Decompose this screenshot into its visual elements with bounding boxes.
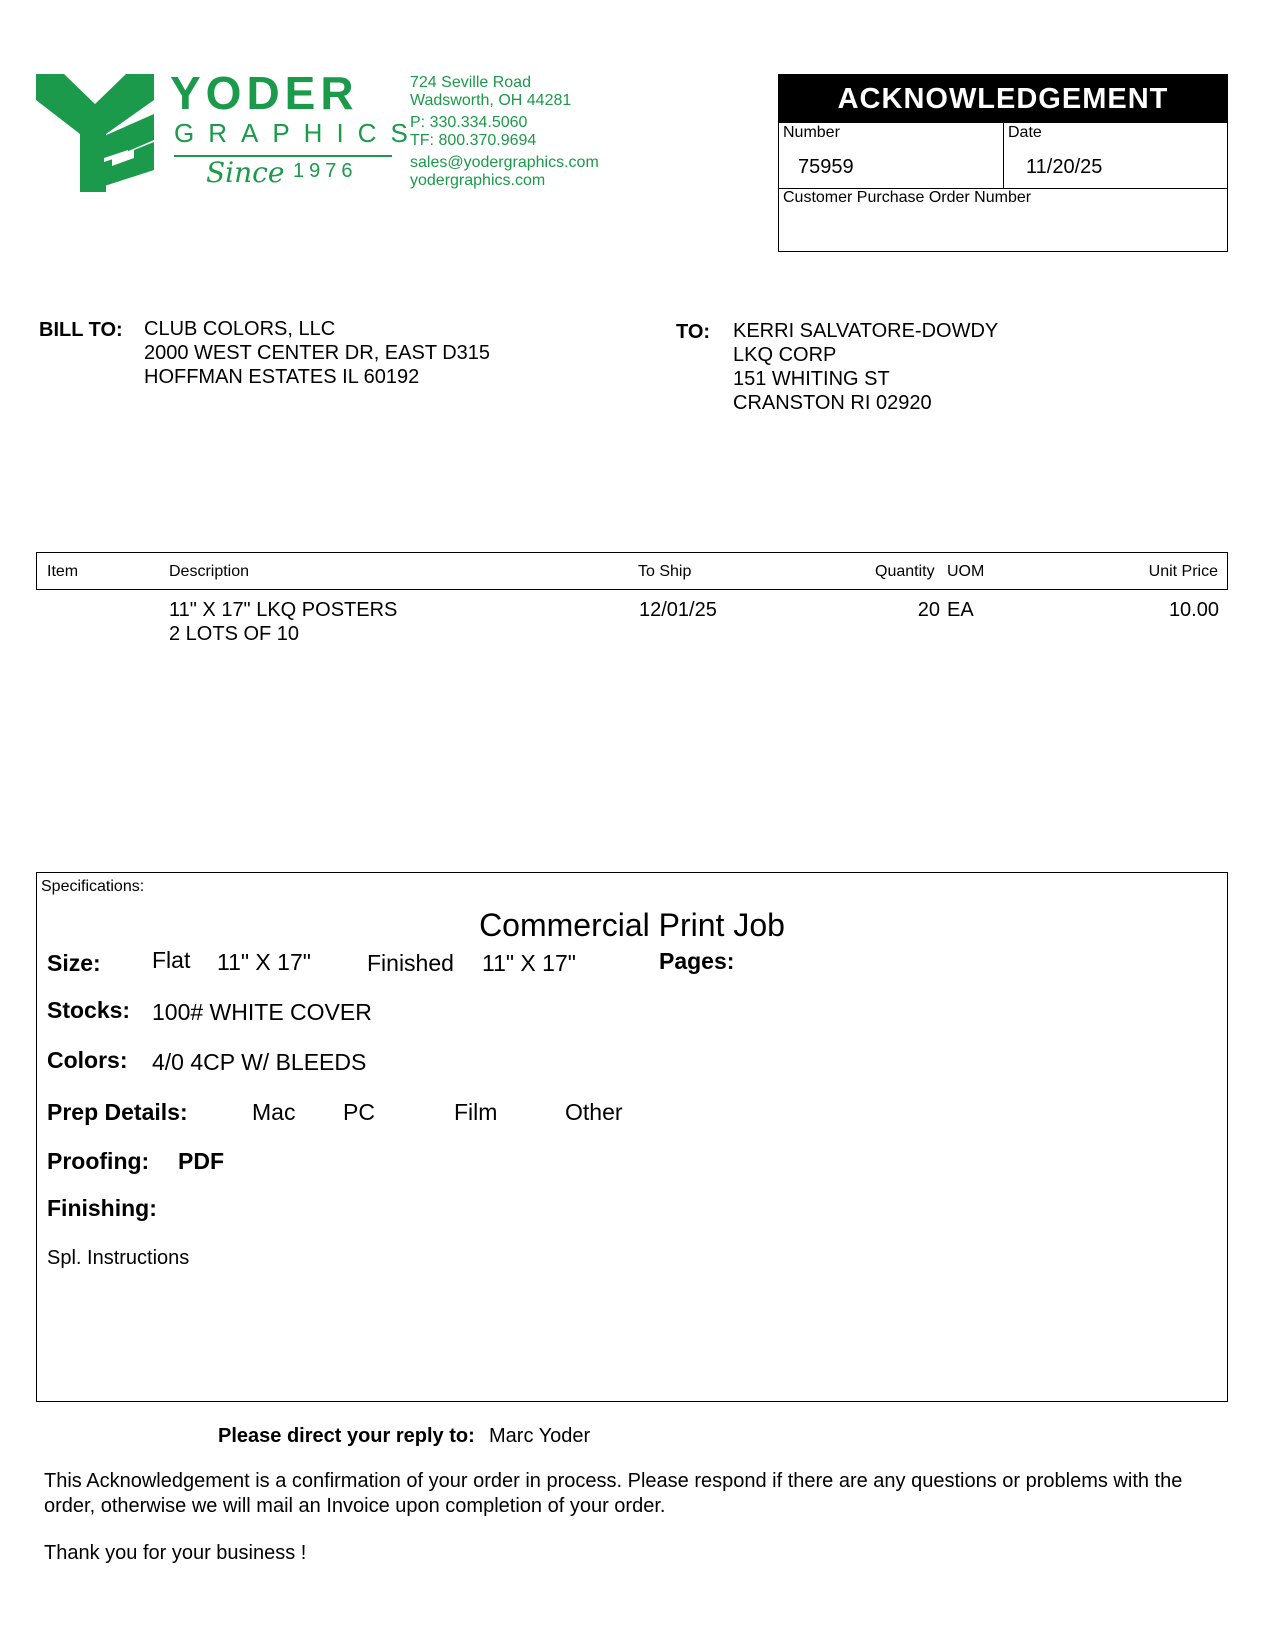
items-table-header bbox=[36, 552, 1228, 590]
reply-label: Please direct your reply to: bbox=[218, 1425, 475, 1447]
header-quantity: Quantity bbox=[875, 563, 935, 580]
prep-option-pc: PC bbox=[343, 1099, 375, 1125]
size-label: Size: bbox=[47, 950, 101, 976]
thank-you-note: Thank you for your business ! bbox=[44, 1542, 307, 1564]
finished-label: Finished bbox=[367, 950, 454, 976]
colors-value: 4/0 4CP W/ BLEEDS bbox=[152, 1049, 367, 1075]
ship-to-line: 151 WHITING ST bbox=[733, 368, 890, 390]
prep-option-other: Other bbox=[565, 1099, 623, 1125]
contact-website[interactable]: yodergraphics.com bbox=[410, 172, 546, 189]
row-description-line: 2 LOTS OF 10 bbox=[169, 623, 300, 645]
ship-to-label: TO: bbox=[676, 321, 711, 343]
prep-option-film: Film bbox=[454, 1099, 498, 1125]
date-label: Date bbox=[1008, 124, 1042, 141]
stocks-label: Stocks: bbox=[47, 997, 131, 1023]
reply-name: Marc Yoder bbox=[489, 1425, 591, 1447]
message-line: order, otherwise we will mail an Invoice upon completion of your order. bbox=[44, 1495, 666, 1517]
contact-tollfree: TF: 800.370.9694 bbox=[410, 132, 537, 149]
proofing-value: PDF bbox=[178, 1148, 224, 1174]
header-description: Description bbox=[169, 563, 250, 580]
special-instructions-label: Spl. Instructions bbox=[47, 1247, 190, 1269]
logo-subtitle: GRAPHICS bbox=[174, 118, 422, 148]
ship-to-line: KERRI SALVATORE-DOWDY bbox=[733, 320, 999, 342]
stocks-value: 100# WHITE COVER bbox=[152, 999, 372, 1025]
contact-city: Wadsworth, OH 44281 bbox=[410, 92, 572, 109]
ack-divider-vertical bbox=[1003, 123, 1004, 189]
row-unit-price: 10.00 bbox=[1168, 599, 1219, 621]
po-label: Customer Purchase Order Number bbox=[783, 189, 1032, 206]
row-uom: EA bbox=[947, 599, 974, 621]
bill-to-line: HOFFMAN ESTATES IL 60192 bbox=[144, 366, 420, 388]
message-line: This Acknowledgement is a confirmation of your order in process. Please respond if there are any questions or problems with the bbox=[44, 1470, 1183, 1492]
row-to-ship: 12/01/25 bbox=[639, 599, 717, 621]
contact-street: 724 Seville Road bbox=[410, 74, 531, 91]
ship-to-line: CRANSTON RI 02920 bbox=[733, 392, 932, 414]
finishing-label: Finishing: bbox=[47, 1195, 157, 1221]
prep-option-mac: Mac bbox=[252, 1099, 296, 1125]
bill-to-line: CLUB COLORS, LLC bbox=[144, 318, 336, 340]
logo-wordmark: YODER bbox=[170, 67, 359, 119]
table-row bbox=[36, 598, 1228, 650]
header-item: Item bbox=[47, 563, 79, 580]
colors-label: Colors: bbox=[47, 1047, 128, 1073]
logo-year: 1976 bbox=[293, 160, 358, 182]
bill-to-address bbox=[144, 317, 490, 389]
acknowledgement-title: ACKNOWLEDGEMENT bbox=[779, 75, 1227, 123]
order-number: 75959 bbox=[798, 156, 854, 178]
ship-to-line: LKQ CORP bbox=[733, 344, 837, 366]
specifications-box bbox=[36, 872, 1228, 1402]
job-type-title: Commercial Print Job bbox=[479, 907, 785, 943]
logo-since: Since bbox=[206, 156, 285, 189]
pages-label: Pages: bbox=[659, 948, 735, 974]
finished-size: 11" X 17" bbox=[482, 950, 576, 976]
order-date: 11/20/25 bbox=[1026, 156, 1103, 178]
header-uom: UOM bbox=[947, 563, 985, 580]
contact-email[interactable]: sales@yodergraphics.com bbox=[410, 154, 599, 171]
flat-label: Flat bbox=[152, 947, 191, 973]
contact-phone: P: 330.334.5060 bbox=[410, 114, 528, 131]
row-description-line: 11" X 17" LKQ POSTERS bbox=[169, 599, 398, 621]
specifications-label: Specifications: bbox=[41, 878, 145, 895]
number-label: Number bbox=[783, 124, 840, 141]
bill-to-label: BILL TO: bbox=[39, 319, 123, 341]
acknowledgement-box bbox=[778, 74, 1228, 252]
ship-to-address bbox=[733, 319, 998, 415]
header-unit-price: Unit Price bbox=[1148, 563, 1218, 580]
flat-size: 11" X 17" bbox=[217, 949, 311, 975]
header-to-ship: To Ship bbox=[638, 563, 692, 580]
bill-to-line: 2000 WEST CENTER DR, EAST D315 bbox=[144, 342, 491, 364]
prep-details-label: Prep Details: bbox=[47, 1099, 188, 1125]
row-quantity: 20 bbox=[917, 599, 940, 621]
proofing-label: Proofing: bbox=[47, 1148, 150, 1174]
yg-monogram-icon bbox=[36, 74, 154, 197]
